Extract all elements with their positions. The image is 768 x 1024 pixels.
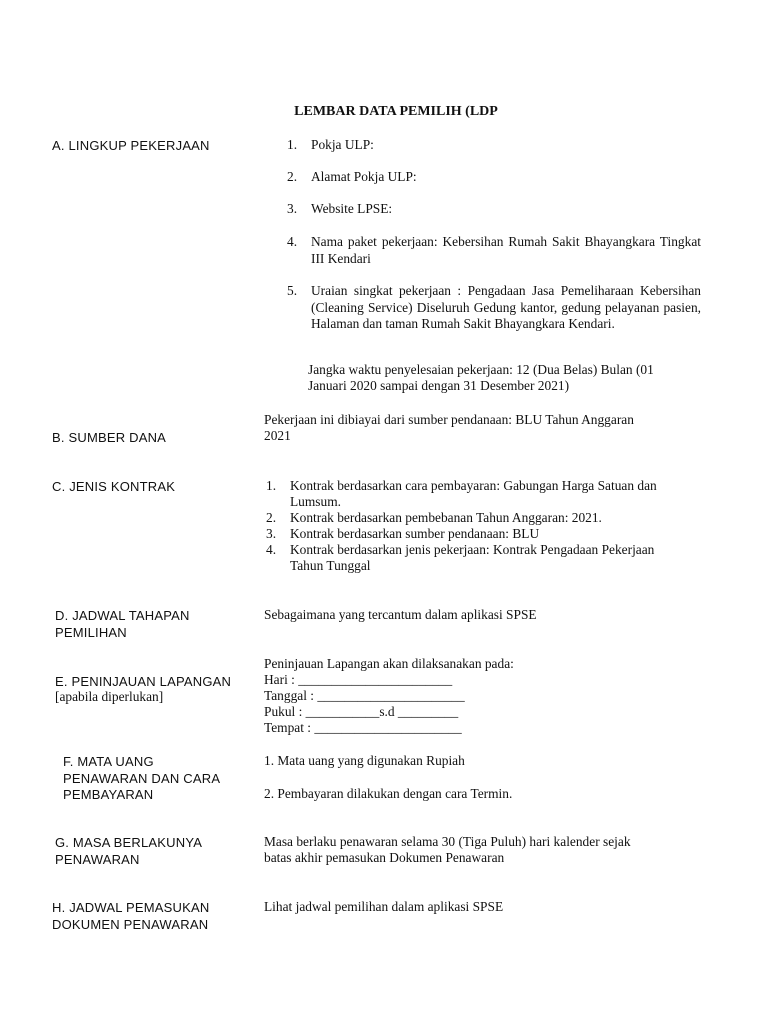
section-e-label-line-1: E. PENINJAUAN LAPANGAN [55,674,232,689]
section-b-label: B. SUMBER DANA [52,430,167,445]
section-c-item-1-num: 1. [266,478,277,493]
document-title: LEMBAR DATA PEMILIH (LDP [294,104,498,119]
section-f-label-line-3: PEMBAYARAN [63,787,154,802]
section-e-label-line-2: [apabila diperlukan] [55,689,164,704]
section-d-label-line-1: D. JADWAL TAHAPAN [55,608,190,623]
section-f-label-line-2: PENAWARAN DAN CARA [63,771,221,786]
section-a-label: A. LINGKUP PEKERJAAN [52,138,210,153]
section-h-text: Lihat jadwal pemilihan dalam aplikasi SPSE [264,899,504,914]
section-c-item-4-num: 4. [266,542,277,557]
section-a-jangka-line-2: Januari 2020 sampai dengan 31 Desember 2021) [308,378,570,393]
section-c-item-2-num: 2. [266,510,277,525]
section-g-text-line-2: batas akhir pemasukan Dokumen Penawaran [264,850,505,865]
section-a-item-3-text: Website LPSE: [311,201,393,216]
section-e-intro: Peninjauan Lapangan akan dilaksanakan pada: [264,656,514,671]
section-c-item-3-num: 3. [266,526,277,541]
section-f-label-line-1: F. MATA UANG [63,754,154,769]
section-a-item-2-num: 2. [287,169,298,184]
section-b-text-line-2: 2021 [264,428,291,443]
section-a-item-5-text: Uraian singkat pekerjaan : Pengadaan Jasa Pemeliharaan Kebersihan (Cleaning Service) Diseluruh Gedung kantor, gedung pelayanan pasien, Halaman dan taman Rumah Sakit Bhayangkara Kendari. [311,283,701,331]
section-g-label-line-2: PENAWARAN [55,852,140,867]
section-a-item-2-text: Alamat Pokja ULP: [311,169,417,184]
section-f-text-2: 2. Pembayaran dilakukan dengan cara Termin. [264,786,513,801]
section-d-text: Sebagaimana yang tercantum dalam aplikasi SPSE [264,607,537,622]
section-d-label-line-2: PEMILIHAN [55,625,127,640]
section-a-jangka-line-1: Jangka waktu penyelesaian pekerjaan: 12 (Dua Belas) Bulan (01 [308,362,654,377]
section-g-text-line-1: Masa berlaku penawaran selama 30 (Tiga Puluh) hari kalender sejak [264,834,631,849]
section-a-item-4-text: Nama paket pekerjaan: Kebersihan Rumah Sakit Bhayangkara Tingkat III Kendari [311,234,701,266]
section-c-item-1-line-1: Kontrak berdasarkan cara pembayaran: Gabungan Harga Satuan dan [290,478,657,493]
section-c-label: C. JENIS KONTRAK [52,479,176,494]
section-e-pukul: Pukul : ___________s.d _________ [264,704,459,719]
section-e-hari: Hari : _______________________ [264,672,453,687]
section-f-text-1: 1. Mata uang yang digunakan Rupiah [264,753,465,768]
section-c-item-3-line-1: Kontrak berdasarkan sumber pendanaan: BLU [290,526,540,541]
section-c-item-4-line-1: Kontrak berdasarkan jenis pekerjaan: Kontrak Pengadaan Pekerjaan [290,542,655,557]
section-e-tanggal: Tanggal : ______________________ [264,688,465,703]
section-c-item-2-line-1: Kontrak berdasarkan pembebanan Tahun Anggaran: 2021. [290,510,602,525]
section-a-item-1-text: Pokja ULP: [311,137,374,152]
section-c-item-4-line-2: Tahun Tunggal [290,558,371,573]
section-h-label-line-2: DOKUMEN PENAWARAN [52,917,209,932]
section-a-item-3-num: 3. [287,201,298,216]
section-h-label-line-1: H. JADWAL PEMASUKAN [52,900,210,915]
section-a-item-1-num: 1. [287,137,298,152]
section-e-tempat: Tempat : ______________________ [264,720,462,735]
section-b-text-line-1: Pekerjaan ini dibiayai dari sumber pendanaan: BLU Tahun Anggaran [264,412,634,427]
section-a-item-4-num: 4. [287,234,298,249]
section-a-item-5-num: 5. [287,283,298,298]
section-g-label-line-1: G. MASA BERLAKUNYA [55,835,203,850]
section-c-item-1-line-2: Lumsum. [290,494,341,509]
